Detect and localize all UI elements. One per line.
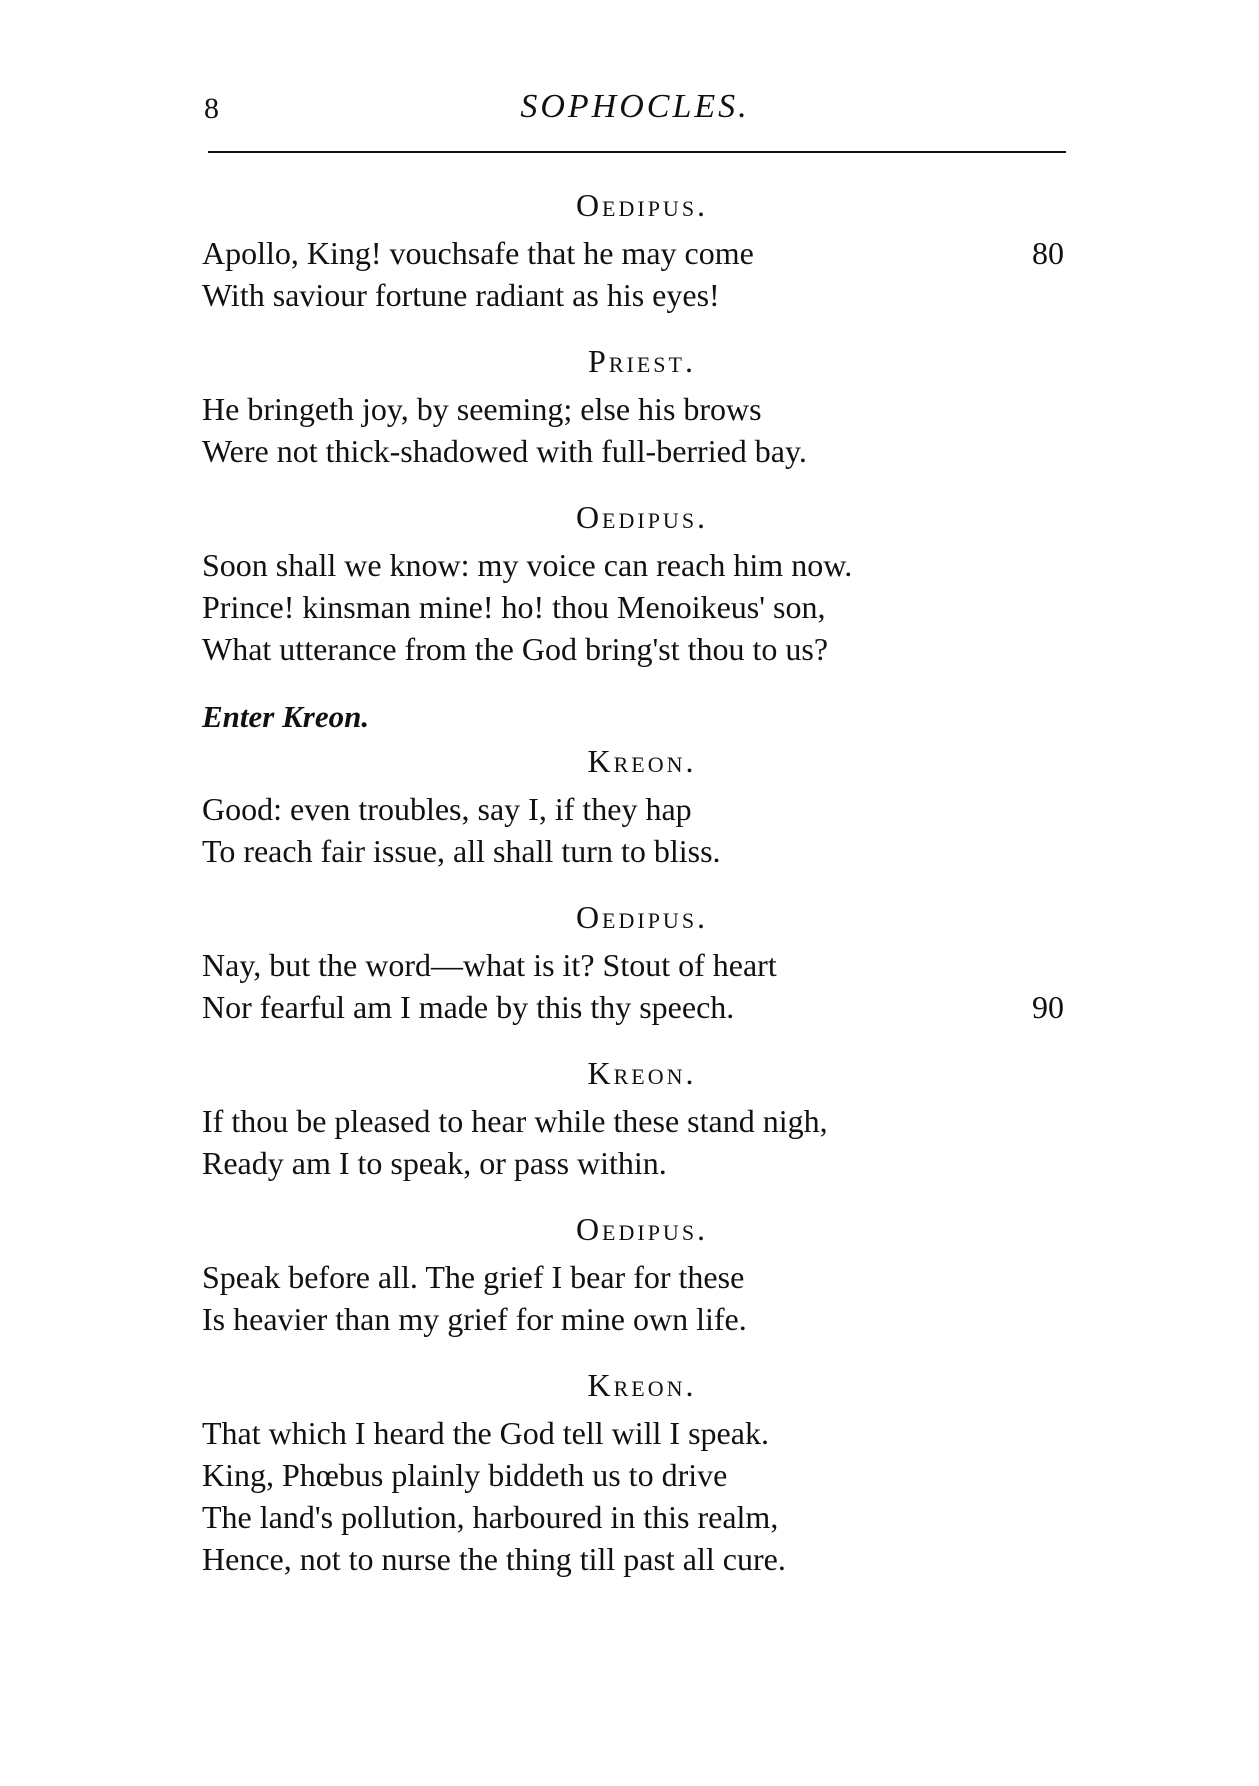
- verse-line: [202, 1142, 1064, 1184]
- verse-text: Speak before all. The grief I bear for these: [202, 1259, 745, 1295]
- verse-line: [202, 1298, 1064, 1340]
- running-title: SOPHOCLES.: [520, 88, 750, 125]
- verse-line: [202, 1538, 1064, 1580]
- verse-line: [202, 388, 1064, 430]
- verse-text: Nor fearful am I made by this thy speech.: [202, 989, 735, 1025]
- speaker-heading: Oedipus.: [575, 1211, 709, 1247]
- verse-line: [202, 788, 1064, 830]
- speaker-heading: Kreon.: [587, 1367, 697, 1403]
- speaker-heading: Oedipus.: [575, 187, 709, 223]
- speech: [202, 544, 1064, 670]
- verse-line: [202, 1496, 1064, 1538]
- speech: [202, 388, 1064, 472]
- speaker-heading: Oedipus.: [575, 899, 709, 935]
- speech: [202, 1100, 1064, 1184]
- verse-text: Prince! kinsman mine! ho! thou Menoikeus' son,: [202, 589, 826, 625]
- speaker-heading: Priest.: [588, 343, 696, 379]
- verse-line: [202, 628, 1064, 670]
- verse-line: [202, 232, 1064, 274]
- verse-line: [202, 274, 1064, 316]
- verse-text: To reach fair issue, all shall turn to bliss.: [202, 833, 721, 869]
- verse-line: [202, 544, 1064, 586]
- verse-text: Hence, not to nurse the thing till past all cure.: [202, 1541, 786, 1577]
- verse-line: [202, 1412, 1064, 1454]
- verse-line: [202, 1100, 1064, 1142]
- verse-text: Apollo, King! vouchsafe that he may come: [202, 235, 754, 271]
- verse-text: If thou be pleased to hear while these stand nigh,: [202, 1103, 828, 1139]
- speech: [202, 1412, 1064, 1580]
- verse-line: [202, 1256, 1064, 1298]
- header-rule: [208, 151, 1066, 153]
- verse-text: King, Phœbus plainly biddeth us to drive: [202, 1457, 728, 1493]
- speaker-heading: Kreon.: [587, 743, 697, 779]
- speech: [202, 944, 1064, 1028]
- verse-text: With saviour fortune radiant as his eyes!: [202, 277, 720, 313]
- line-number: 90: [1032, 989, 1064, 1025]
- line-number: 80: [1032, 235, 1064, 271]
- speech: [202, 788, 1064, 872]
- verse-line: [202, 586, 1064, 628]
- speaker-heading: Oedipus.: [575, 499, 709, 535]
- page-header: [204, 88, 1066, 132]
- verse-line: [202, 986, 1064, 1028]
- page-number: 8: [204, 92, 219, 125]
- verse-text: Ready am I to speak, or pass within.: [202, 1145, 667, 1181]
- speaker-heading: Kreon.: [587, 1055, 697, 1091]
- verse-line: [202, 430, 1064, 472]
- verse-line: [202, 944, 1064, 986]
- verse-text: That which I heard the God tell will I speak.: [202, 1415, 769, 1451]
- verse-line: [202, 1454, 1064, 1496]
- verse-text: Good: even troubles, say I, if they hap: [202, 791, 692, 827]
- verse-text: Soon shall we know: my voice can reach him now.: [202, 547, 853, 583]
- speech: [202, 232, 1064, 316]
- stage-direction: Enter Kreon.: [202, 699, 370, 734]
- verse-text: He bringeth joy, by seeming; else his brows: [202, 391, 762, 427]
- verse-text: Were not thick-shadowed with full-berried bay.: [202, 433, 807, 469]
- verse-text: Nay, but the word—what is it? Stout of heart: [202, 947, 777, 983]
- speech: [202, 1256, 1064, 1340]
- verse-text: Is heavier than my grief for mine own life.: [202, 1301, 747, 1337]
- verse-text: What utterance from the God bring'st thou to us?: [202, 631, 829, 667]
- verse-line: [202, 830, 1064, 872]
- play-text: [202, 186, 1064, 1606]
- verse-text: The land's pollution, harboured in this realm,: [202, 1499, 779, 1535]
